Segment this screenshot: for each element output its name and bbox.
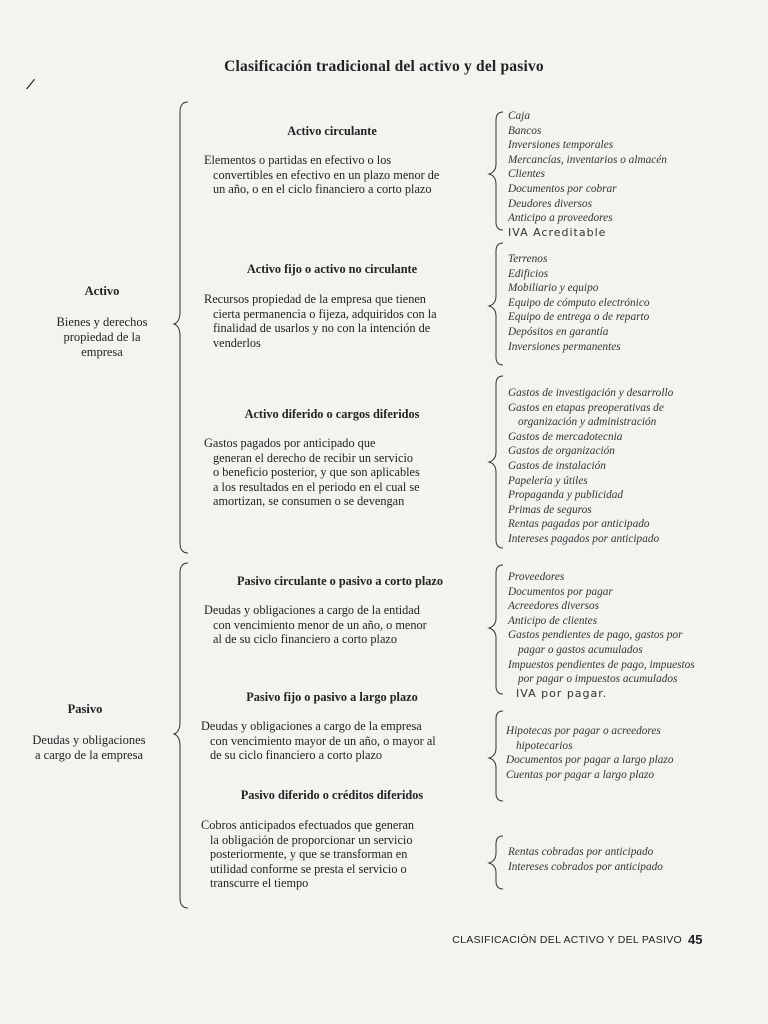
- section-desc-pasivo-fijo: Deudas y obligaciones a cargo de la empresa con vencimiento mayor de un año, o mayor al de su ciclo financiero a corto plazo: [201, 719, 436, 763]
- items-brace-4: [489, 565, 503, 694]
- items-activo-fijo: Terrenos Edificios Mobiliario y equipo Equipo de cómputo electrónico Equipo de entrega o de reparto Depósitos en garantía Inversiones permanentes: [508, 253, 650, 353]
- items-brace-1: [489, 112, 503, 230]
- pasivo-description: Deudas y obligaciones a cargo de la empresa: [32, 733, 146, 762]
- items-pasivo-diferido: Rentas cobradas por anticipado Intereses cobrados por anticipado: [508, 846, 663, 873]
- pasivo-heading: Pasivo: [67, 702, 103, 716]
- section-title-activo-diferido: Activo diferido o cargos diferidos: [244, 407, 420, 421]
- margin-mark: /: [24, 73, 37, 95]
- section-title-pasivo-fijo: Pasivo fijo o pasivo a largo plazo: [246, 690, 418, 704]
- items-brace-6: [489, 836, 503, 889]
- items-activo-diferido: Gastos de investigación y desarrollo Gastos en etapas preoperativas de organización y administración Gastos de mercadotecnia Gastos de organización Gastos de instalación Papelería y útiles Propaganda y publicidad Primas de seguros Rentas pagadas por anticipado Intereses pagados por anticipado: [508, 387, 674, 545]
- section-desc-activo-circulante: Elementos o partidas en efectivo o los convertibles en efectivo en un plazo menor de un año, o en el ciclo financiero a corto plazo: [204, 153, 440, 197]
- section-title-activo-circulante: Activo circulante: [287, 124, 377, 138]
- section-desc-activo-fijo: Recursos propiedad de la empresa que tienen cierta permanencia o fijeza, adquiridos con la finalidad de usarlos y no con la intención de venderlos: [204, 292, 437, 350]
- items-brace-3: [489, 376, 503, 548]
- page-title: Clasificación tradicional del activo y del pasivo: [224, 58, 544, 75]
- items-pasivo-circulante: Proveedores Documentos por pagar Acreedores diversos Anticipo de clientes Gastos pendientes de pago, gastos por pagar o gastos acumulados Impuestos pendientes de pago, impuestos por pagar o impuestos acumulados IVA por pagar.: [508, 571, 695, 700]
- section-title-activo-fijo: Activo fijo o activo no circulante: [246, 262, 418, 276]
- section-desc-activo-diferido: Gastos pagados por anticipado que generan el derecho de recibir un servicio o beneficio posterior, y que son aplicables a los resultados en el periodo en el cual se amortizan, se consumen o se devengan: [204, 436, 420, 509]
- items-pasivo-fijo: Hipotecas por pagar o acreedores hipotecarios Documentos por pagar a largo plazo Cuentas por pagar a largo plazo: [506, 725, 674, 781]
- section-desc-pasivo-diferido: Cobros anticipados efectuados que generan la obligación de proporcionar un servicio posteriormente, y que se transforman en utilidad conforme se presta el servicio o transcurre el tiempo: [201, 818, 415, 891]
- activo-heading: Activo: [84, 284, 120, 298]
- section-desc-pasivo-circulante: Deudas y obligaciones a cargo de la entidad con vencimiento menor de un año, o menor al de su ciclo financiero a corto plazo: [204, 603, 427, 647]
- section-title-pasivo-circulante: Pasivo circulante o pasivo a corto plazo: [236, 574, 444, 588]
- section-title-pasivo-diferido: Pasivo diferido o créditos diferidos: [240, 788, 424, 802]
- items-activo-circulante: Caja Bancos Inversiones temporales Mercancías, inventarios o almacén Clientes Documentos por cobrar Deudores diversos Anticipo a proveedores IVA Acreditable: [508, 110, 667, 239]
- items-brace-5: [489, 711, 503, 801]
- pasivo-brace: [174, 563, 188, 908]
- handwritten-note-iva-acreditable: IVA Acreditable: [508, 225, 607, 239]
- activo-description: Bienes y derechos propiedad de la empresa: [56, 315, 148, 359]
- page-number: 45: [688, 932, 703, 947]
- activo-brace: [174, 102, 188, 553]
- running-footer-title: CLASIFICACIÓN DEL ACTIVO Y DEL PASIVO: [452, 934, 682, 946]
- handwritten-note-iva-por-pagar: IVA por pagar.: [516, 686, 608, 700]
